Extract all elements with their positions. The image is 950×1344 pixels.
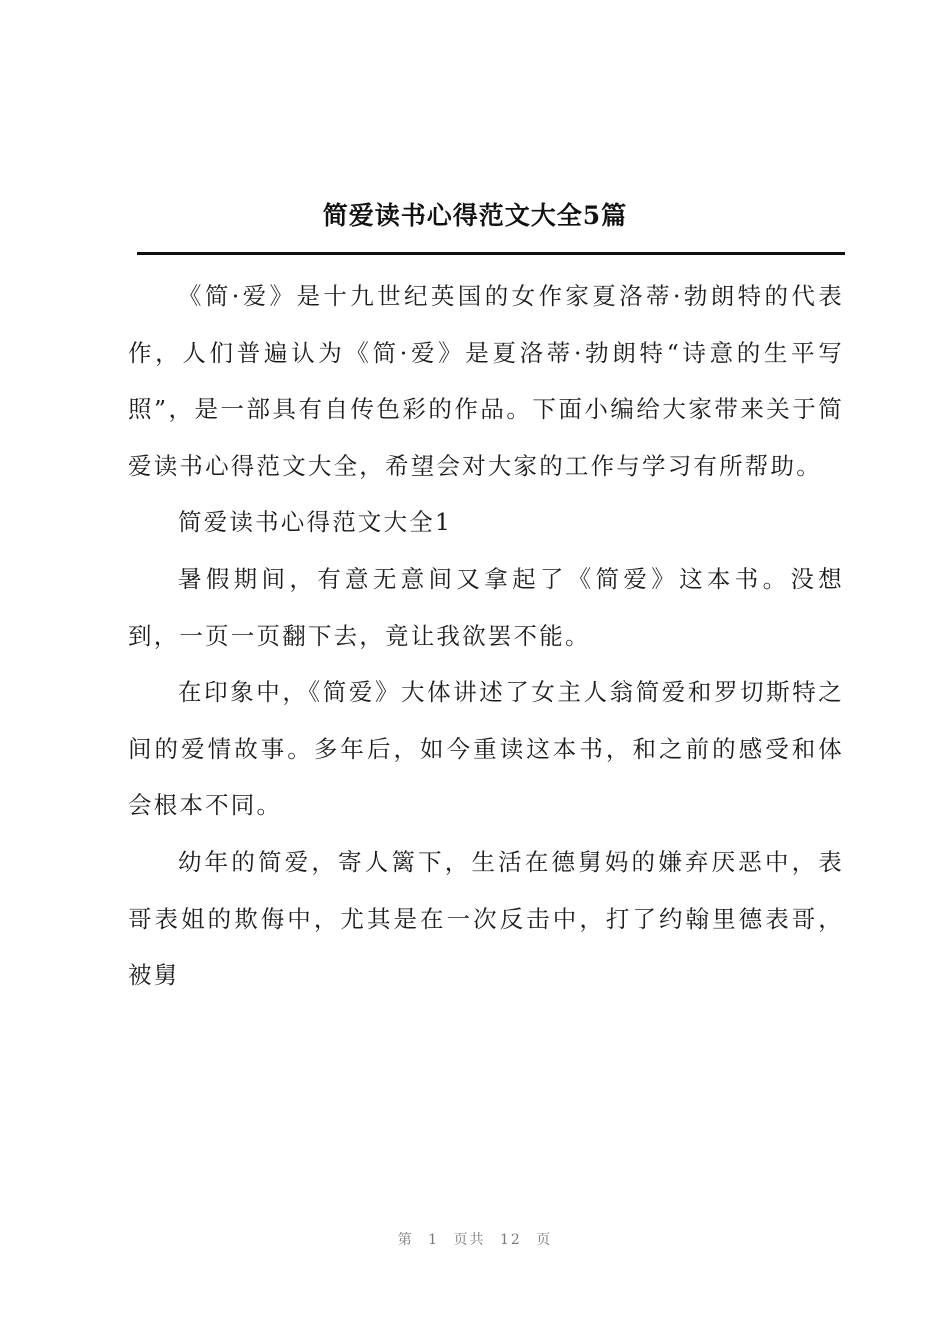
paragraph: 在印象中，《简爱》大体讲述了女主人翁简爱和罗切斯特之间的爱情故事。多年后，如今重读这本书，和之前的感受和体会根本不同。	[128, 678, 844, 820]
title-divider	[137, 252, 845, 255]
paragraph-intro: 《简·爱》是十九世纪英国的女作家夏洛蒂·勃朗特的代表作，人们普遍认为《简·爱》是夏洛蒂·勃朗特“诗意的生平写照”，是一部具有自传色彩的作品。下面小编给大家带来关于简爱读书心得范文大全，希望会对大家的工作与学习有所帮助。	[128, 282, 844, 480]
paragraph: 幼年的简爱，寄人篱下，生活在德舅妈的嫌弃厌恶中，表哥表姐的欺侮中，尤其是在一次反击中，打了约翰里德表哥，被舅	[128, 847, 844, 990]
document-title: 简爱读书心得范文大全5篇	[322, 201, 628, 230]
section-heading: 简爱读书心得范文大全1	[178, 508, 453, 537]
page-footer: 第 1 页共 12 页	[397, 1232, 553, 1248]
document-body	[128, 268, 844, 1004]
paragraph: 暑假期间，有意无意间又拿起了《简爱》这本书。没想到，一页一页翻下去，竟让我欲罢不能。	[128, 564, 844, 650]
